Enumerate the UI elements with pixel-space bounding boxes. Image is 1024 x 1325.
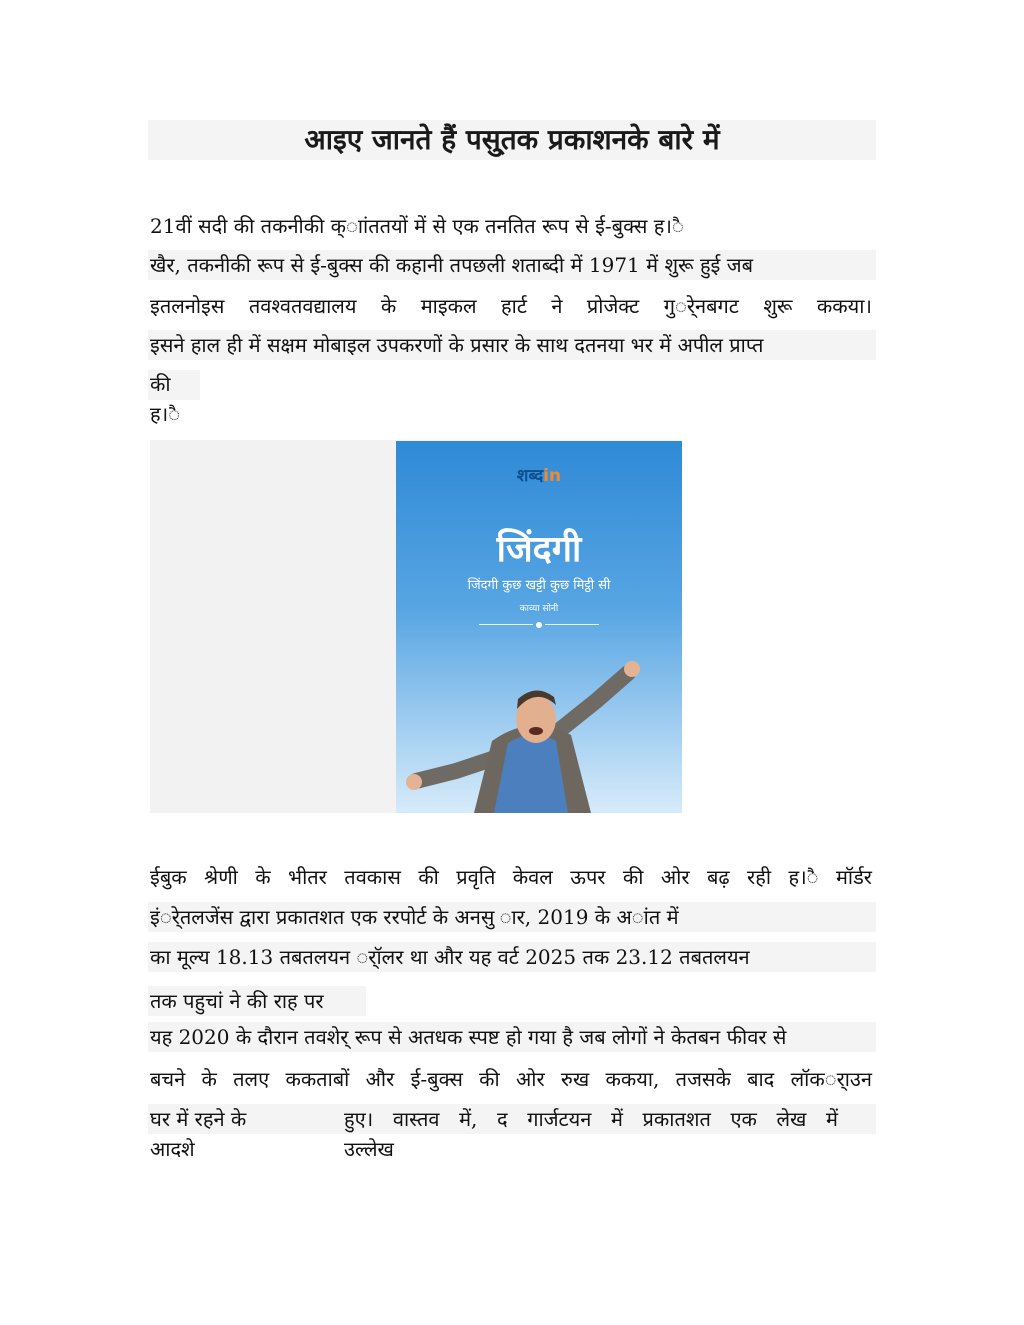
paragraph-2-line-8b: उल्लेख: [344, 1137, 394, 1161]
book-author: काव्या सोनी: [519, 604, 559, 614]
page-title: आइए जानते हैं पसु्तक प्रकाशनके बारे में: [148, 120, 876, 160]
paragraph-2-line-8a: आदशे: [150, 1137, 195, 1161]
paragraph-2-line-3: का मूल्य 18.13 तबतलयन र्ॉलर था और यह वर्ट 2025 तक 23.12 तबतलयन: [150, 945, 750, 969]
book-title: जिंदगी: [496, 529, 582, 570]
paragraph-2-line-4: तक पहुचां ने की राह पर: [150, 989, 324, 1013]
book-subtitle: जिंदगी कुछ खट्टी कुछ मिट्ठी सी: [467, 578, 611, 593]
paragraph-2-line-2: इंर्ेतलजेंस द्वारा प्रकातशत एक ररपोर्ट के अनसु ार, 2019 के अांत में: [150, 905, 679, 929]
paragraph-2-line-7b: हुए। वास्तव में, द गार्जटयन में प्रकातशत एक लेख में: [344, 1107, 838, 1131]
ornament-divider: [479, 622, 599, 628]
book-cover-image: [396, 441, 682, 813]
jumping-man-illustration: [396, 631, 682, 813]
paragraph-2-line-5: यह 2020 के दौरान तवशेर् रूप से अतधक स्पष्ट हो गया है जब लोगों ने केतबन फीवर से: [150, 1025, 787, 1049]
paragraph-1-line-5: की: [150, 372, 171, 396]
paragraph-1-line-4: इसने हाल ही में सक्षम मोबाइल उपकरणों के प्रसार के साथ दतनया भर में अपील प्राप्त: [150, 333, 764, 357]
paragraph-1-line-1: 21वीं सदी की तकनीकी क्ाांततयों में से एक तनतित रूप से ई-बुक्स ह।ै: [150, 214, 684, 238]
paragraph-1-line-2: खैर, तकनीकी रूप से ई-बुक्स की कहानी तपछली शताब्दी में 1971 में शुरू हुई जब: [150, 253, 753, 277]
paragraph-2-line-1: ईबुक श्रेणी के भीतर तवकास की प्रवृति केवल ऊपर की ओर बढ़ रही ह।ै मॉर्डर: [150, 865, 872, 889]
paragraph-1-line-6: ह।ै: [150, 402, 181, 426]
paragraph-2-line-7a: घर में रहने के: [150, 1107, 247, 1131]
shabd-in-logo: शब्दin: [516, 466, 562, 486]
paragraph-1-line-3: इतलनोइस तवश्वतवद्यालय के माइकल हार्ट ने प्रोजेक्ट गुर्ेनबगट शुरू ककया।: [150, 294, 872, 318]
paragraph-2-line-6: बचने के तलए ककताबों और ई-बुक्स की ओर रुख ककया, तजसके बाद लॉकर्ाउन: [150, 1067, 872, 1091]
